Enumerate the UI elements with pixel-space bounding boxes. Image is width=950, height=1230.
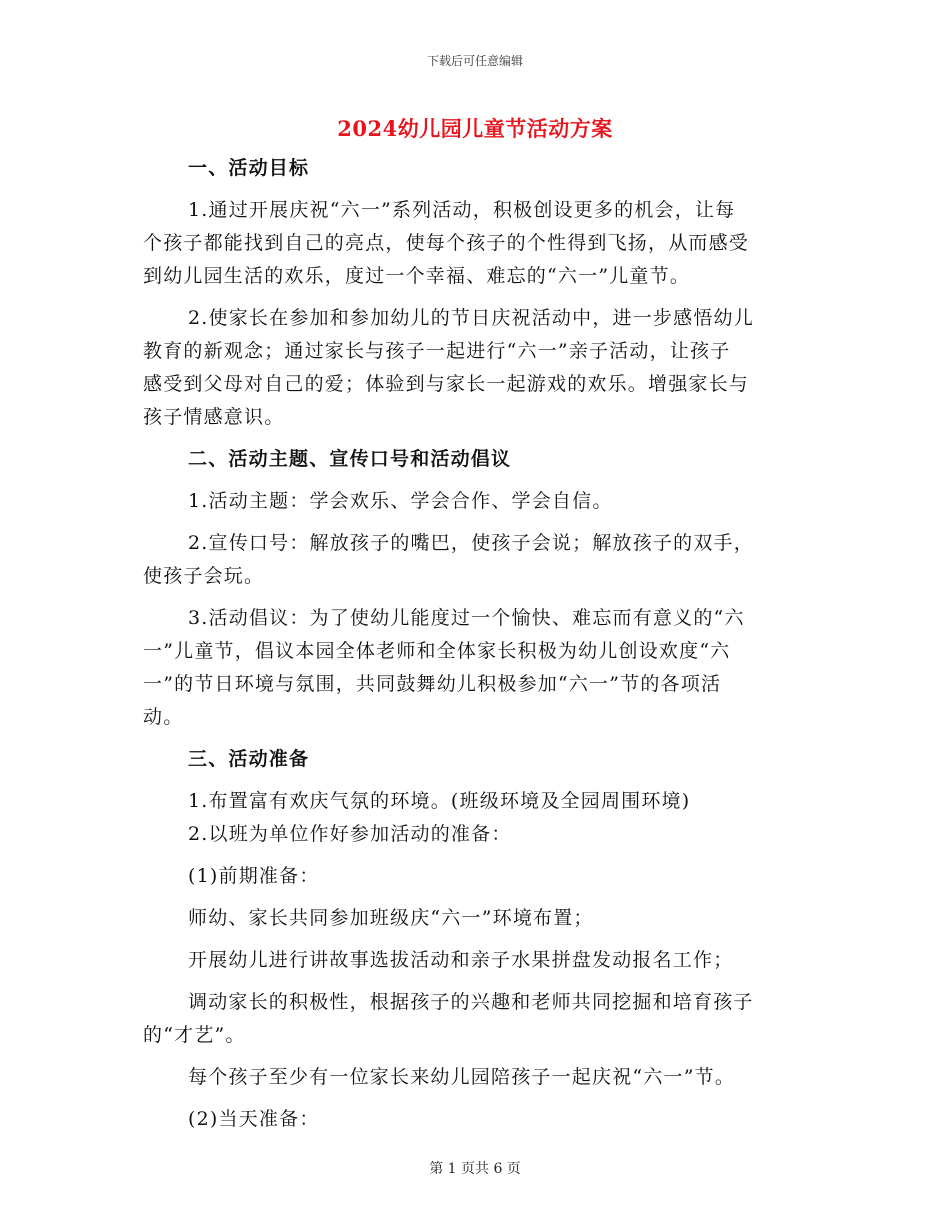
paragraph-line: 1.活动主题：学会欢乐、学会合作、学会自信。 — [188, 490, 613, 512]
paragraph-line: (2)当天准备： — [188, 1108, 320, 1130]
paragraph-line: 的“才艺”。 — [143, 1024, 246, 1046]
paragraph-line: 动。 — [143, 706, 184, 728]
paragraph-line: 感受到父母对自己的爱；体验到与家长一起游戏的欢乐。增强家长与 — [143, 373, 750, 395]
paragraph-line: 调动家长的积极性，根据孩子的兴趣和老师共同挖掘和培育孩子 — [188, 991, 754, 1013]
page-header: 下载后可任意编辑 — [426, 54, 523, 68]
paragraph-line: 师幼、家长共同参加班级庆“六一”环境布置； — [188, 907, 594, 929]
paragraph-line: 3.活动倡议：为了使幼儿能度过一个愉快、难忘而有意义的“六 — [188, 607, 745, 629]
paragraph-line: 使孩子会玩。 — [143, 565, 265, 587]
paragraph-line: 孩子情感意识。 — [143, 406, 285, 428]
page-footer: 第 1 页共 6 页 — [429, 1161, 521, 1177]
paragraph-line: 1.通过开展庆祝“六一”系列活动，积极创设更多的机会，让每 — [188, 199, 736, 221]
paragraph-line: 每个孩子至少有一位家长来幼儿园陪孩子一起庆祝“六一”节。 — [188, 1066, 736, 1088]
paragraph-line: 一”的节日环境与氛围，共同鼓舞幼儿积极参加“六一”节的各项活 — [143, 673, 722, 695]
document-title: 2024幼儿园儿童节活动方案 — [337, 116, 613, 141]
paragraph-line: (1)前期准备： — [188, 865, 320, 887]
section-heading: 二、活动主题、宣传口号和活动倡议 — [188, 448, 512, 470]
paragraph-line: 2.宣传口号：解放孩子的嘴巴，使孩子会说；解放孩子的双手， — [188, 532, 754, 554]
paragraph-line: 到幼儿园生活的欢乐，度过一个幸福、难忘的“六一”儿童节。 — [143, 265, 691, 287]
paragraph-line: 教育的新观念；通过家长与孩子一起进行“六一”亲子活动，让孩子 — [143, 340, 731, 362]
document-body — [143, 152, 803, 1136]
paragraph-line: 开展幼儿进行讲故事选拔活动和亲子水果拼盘发动报名工作； — [188, 949, 734, 971]
paragraph-line: 2.以班为单位作好参加活动的准备： — [188, 823, 512, 845]
section-heading: 三、活动准备 — [188, 748, 310, 770]
paragraph-line: 一”儿童节，倡议本园全体老师和全体家长积极为幼儿创设欢度“六 — [143, 640, 731, 662]
paragraph-line: 个孩子都能找到自己的亮点，使每个孩子的个性得到飞扬，从而感受 — [143, 232, 750, 254]
paragraph-line: 1.布置富有欢庆气氛的环境。(班级环境及全园周围环境) — [188, 790, 691, 812]
paragraph-line: 2.使家长在参加和参加幼儿的节日庆祝活动中，进一步感悟幼儿 — [188, 307, 754, 329]
section-heading: 一、活动目标 — [188, 157, 310, 179]
